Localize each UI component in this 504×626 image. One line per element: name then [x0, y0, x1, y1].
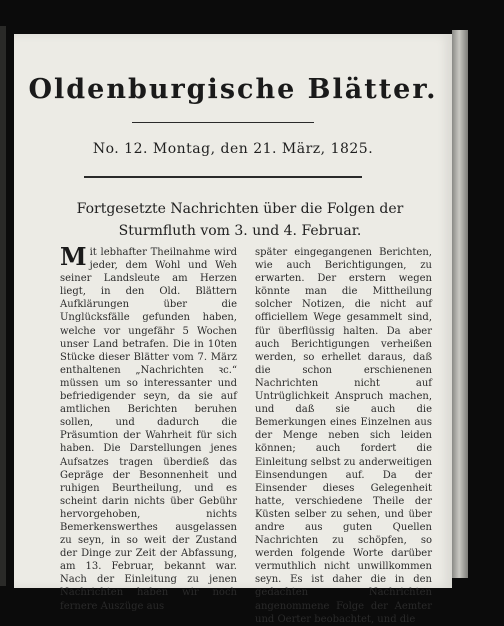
masthead-rule: [132, 122, 314, 123]
right-column-text: später eingegangenen Berichten, wie auch Berichtigungen, zu erwarten. Der erstern wegen könnte man die Mittheilung solcher Notizen, die nicht auf officiellem Wege gesammelt sind, für überflüssig halten. Da aber auch Berichtigungen verheißen werden, so erhellet daraus, daß die schon erschienenen Nachrichten nicht auf Untrüglichkeit Anspruch machen, und daß sie auch die Bemerkungen eines Einzelnen aus der Menge neben sich leiden können; auch fordert die Einleitung selbst zu anderweitigen Einsendungen auf. Da der Einsender dieses Gelegenheit hatte, verschiedene Theile der Küsten selber zu sehen, und über andre aus guten Quellen Nachrichten zu schöpfen, so werden folgende Worte darüber vermuthlich nicht unwillkommen seyn. Es ist daher die in den gedachten Nachrichten angenommene Folge der Aemter und Oerter beobachtet, und die: [255, 247, 432, 625]
masthead-title: Oldenburgische Blätter.: [28, 74, 438, 105]
book-edge: [0, 26, 6, 586]
page-fold-edge: [452, 30, 468, 578]
section-rule: [84, 176, 362, 178]
article-headline: Fortgesetzte Nachrichten über die Folgen der Sturmfluth vom 3. und 4. Februar.: [76, 201, 404, 239]
right-column: [255, 246, 432, 625]
article-body: [60, 242, 432, 625]
left-column-text: it lebhafter Theilnahme wird jeder, dem Wohl und Weh seiner Landsleute am Herzen liegt, in den Old. Blättern Aufklärungen über die Unglücksfälle gefunden haben, welche vor ungefähr 5 Wochen unser Land betrafen. Die in 10ten Stücke dieser Blätter vom 7. März enthaltenen „Nachrichten ꝛc.“ müssen um so interessanter und befriedigender seyn, da sie auf amtlichen Berichten beruhen sollen, und dadurch die Präsumtion der Wahrheit für sich haben. Die Darstellungen jenes Aufsatzes tragen überdieß das Gepräge der Besonnenheit und ruhigen Beurtheilung, und es scheint darin nichts über Gebühr hervorgehoben, nichts Bemerkenswerthes ausgelassen zu seyn, in so weit der Zustand der Dinge zur Zeit der Abfassung, am 13. Februar, bekannt war. Nach der Einleitung zu jenen Nachrichten haben wir noch fernere Auszüge aus: [60, 247, 237, 612]
left-column: [60, 242, 237, 612]
drop-cap: M: [60, 242, 87, 271]
issue-line: No. 12. Montag, den 21. März, 1825.: [92, 141, 374, 157]
